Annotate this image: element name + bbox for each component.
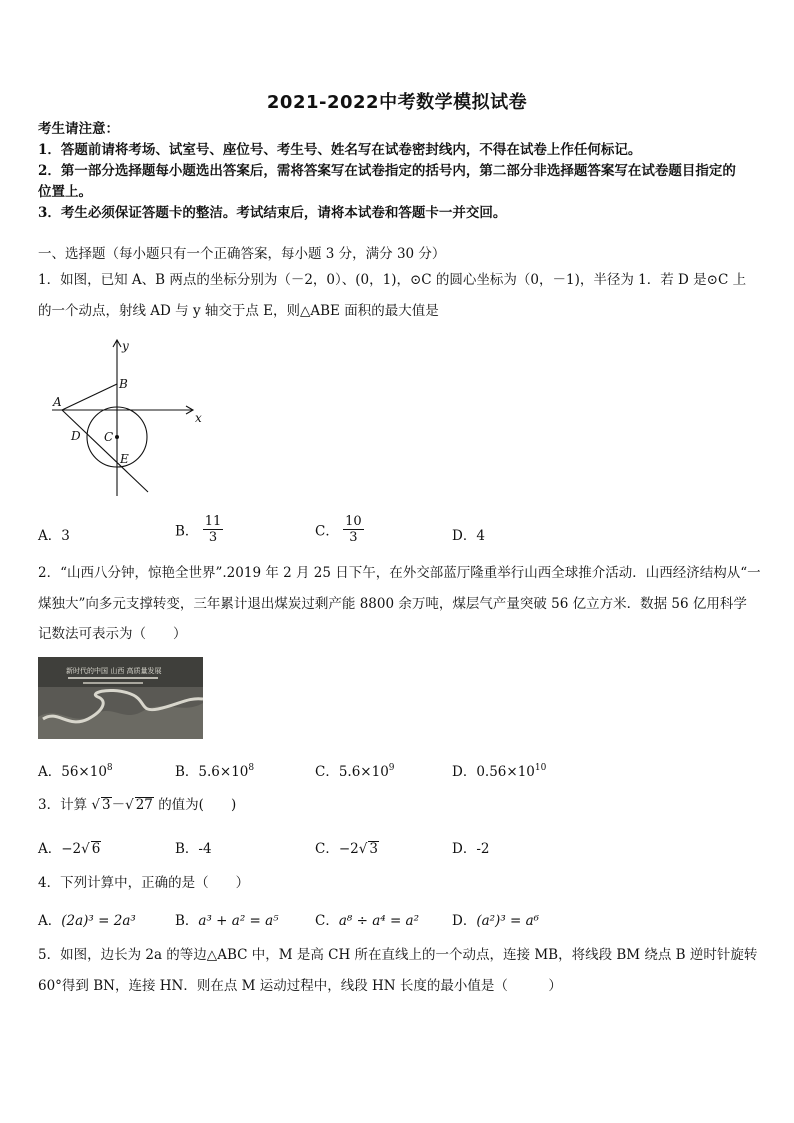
q1-option-b-fraction: [203, 514, 224, 545]
q2-stem-line3: 记数法可表示为（ ）: [38, 626, 187, 642]
q1-option-b-den: 3: [208, 530, 218, 545]
q1-figure: [48, 336, 218, 501]
q1-option-b-label: B．: [175, 523, 199, 540]
q1-option-b-num: 11: [204, 514, 222, 529]
notice-item-2-cont: 位置上。: [38, 184, 92, 200]
q5-stem-line1: 5．如图，边长为 2a 的等边△ABC 中，M 是高 CH 所在直线上的一个动点，连接 MB，将线段 BM 绕点 B 逆时针旋转: [38, 947, 758, 963]
q2-option-b-text: B．5.6×10: [175, 764, 249, 780]
label-x: x: [195, 411, 202, 425]
q2-option-c-exp: 9: [388, 763, 395, 773]
notice-item-1: 1．答题前请将考场、试室号、座位号、考生号、姓名写在试卷密封线内，不得在试卷上作任何标记。: [38, 142, 642, 158]
q2-option-d[interactable]: [452, 760, 546, 780]
q2-option-a[interactable]: [38, 760, 113, 780]
q2-option-a-exp: 8: [106, 763, 113, 773]
q2-option-b-exp: 8: [248, 763, 255, 773]
q4-option-a-label: A．: [38, 913, 62, 929]
q1-stem-line1: 1．如图，已知 A、B 两点的坐标分别为（－2，0）、(0，1)，⊙C 的圆心坐标为（0，－1)，半径为 1．若 D 是⊙C 上: [38, 272, 747, 288]
center-point: [115, 435, 119, 439]
notice-item-2: 2．第一部分选择题每小题选出答案后，需将答案写在试卷指定的括号内，第二部分非选择题答案写在试卷题目指定的: [38, 163, 736, 179]
q3-minus: －: [111, 797, 126, 813]
q4-option-d-label: D．: [452, 913, 477, 929]
q2-option-c[interactable]: [315, 760, 395, 780]
q3-option-a-coef: −2: [61, 841, 82, 857]
section-heading: 一、选择题（每小题只有一个正确答案，每小题 3 分，满分 30 分）: [38, 246, 446, 262]
q1-option-d[interactable]: D．4: [452, 528, 485, 544]
label-a: A: [53, 395, 62, 409]
ray-ad: [62, 410, 148, 492]
q1-option-b[interactable]: [175, 514, 223, 545]
q2-option-d-exp: 10: [534, 763, 547, 773]
q3-suffix: 的值为( ): [158, 797, 237, 813]
q3-stem: [38, 795, 758, 815]
q4-stem: 4．下列计算中，正确的是（ ）: [38, 875, 250, 891]
q3-option-c[interactable]: C．−2√ 3: [315, 841, 378, 857]
q4-option-c-expr: a⁸ ÷ a⁴ = a²: [338, 913, 420, 929]
q3-option-c-coef: −2: [338, 841, 359, 857]
q3-prefix: 3．计算: [38, 797, 88, 813]
q2-photo-caption: 新时代的中国 山西 高质量发展: [66, 667, 162, 675]
label-b: B: [119, 377, 128, 391]
q3-option-a-rad: 6: [91, 841, 101, 857]
q4-option-d-expr: (a²)³ = a⁶: [476, 913, 540, 929]
q4-option-b-expr: a³ + a² = a⁵: [198, 913, 279, 929]
q5-stem-line2: 60°得到 BN，连接 HN．则在点 M 运动过程中，线段 HN 长度的最小值是（ ）: [38, 978, 562, 994]
q3-option-a-label: A．: [38, 841, 62, 857]
q1-option-c-den: 3: [349, 530, 358, 545]
q4-option-a[interactable]: [38, 909, 136, 929]
notice-heading: 考生请注意：: [38, 121, 119, 137]
q3-option-c-label: C．: [315, 841, 339, 857]
q3-radicand-1: 3: [102, 797, 111, 813]
q4-option-d[interactable]: [452, 909, 539, 929]
q4-option-a-expr: (2a)³ = 2a³: [61, 913, 136, 929]
q3-option-d[interactable]: D．-2: [452, 841, 490, 857]
q3-sqrt-3: √ 3: [91, 797, 111, 813]
notice-item-3: 3．考生必须保证答题卡的整洁。考试结束后，请将本试卷和答题卡一并交回。: [38, 205, 507, 221]
q3-sqrt-27: √ 27: [125, 797, 153, 813]
q4-option-b-label: B．: [175, 913, 199, 929]
label-y: y: [122, 339, 129, 353]
q1-option-a[interactable]: A．3: [38, 528, 70, 544]
q2-option-a-text: A．56×10: [38, 764, 107, 780]
q2-option-c-text: C．5.6×10: [315, 764, 389, 780]
q2-photo-art: [38, 657, 203, 739]
exam-title: 2021-2022中考数学模拟试卷: [266, 92, 528, 113]
q4-option-c[interactable]: [315, 909, 419, 929]
segment-ab: [62, 384, 117, 410]
q1-option-c-num: 10: [345, 514, 362, 529]
q3-option-b[interactable]: B．-4: [175, 841, 212, 857]
label-e: E: [120, 452, 129, 466]
q2-stem-line2: 煤独大”向多元支撑转变，三年累计退出煤炭过剩产能 8800 余万吨，煤层气产量突破 56 亿立方米．数据 56 亿用科学: [38, 596, 747, 612]
q1-option-c[interactable]: [315, 514, 364, 545]
q2-option-b[interactable]: [175, 760, 254, 780]
q2-stem-line1: 2．“山西八分钟，惊艳全世界”.2019 年 2 月 25 日下午，在外交部蓝厅隆重举行山西全球推介活动．山西经济结构从“一: [38, 565, 761, 581]
q2-option-d-text: D．0.56×10: [452, 764, 535, 780]
q2-photo: [38, 657, 203, 739]
q1-option-c-label: C．: [315, 523, 339, 540]
q3-option-c-rad: 3: [369, 841, 378, 857]
q1-option-c-fraction: [343, 514, 364, 545]
q4-option-b[interactable]: [175, 909, 279, 929]
label-c: C: [104, 430, 114, 444]
q1-stem-line2: 的一个动点，射线 AD 与 y 轴交于点 E，则△ABE 面积的最大值是: [38, 303, 439, 319]
q3-radicand-2: 27: [135, 797, 153, 813]
q3-option-a[interactable]: A．−2√ 6: [38, 841, 101, 857]
label-d: D: [71, 429, 81, 443]
q4-option-c-label: C．: [315, 913, 339, 929]
